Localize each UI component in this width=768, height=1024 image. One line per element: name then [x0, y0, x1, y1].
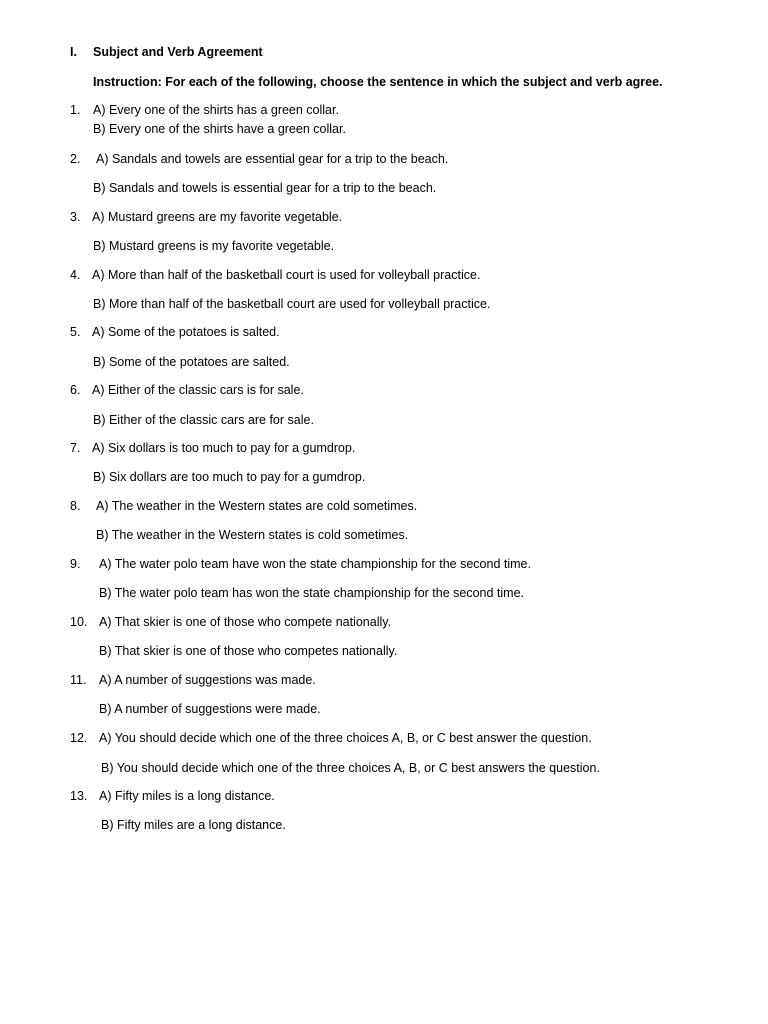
- option-a: A) The water polo team have won the state championship for the second time.: [99, 557, 531, 571]
- option-b: B) Mustard greens is my favorite vegetable.: [93, 239, 335, 253]
- option-a: A) Some of the potatoes is salted.: [92, 325, 280, 339]
- option-b: B) Either of the classic cars are for sale.: [93, 413, 314, 427]
- question-number: 3.: [70, 210, 81, 224]
- question-number: 9.: [70, 557, 81, 571]
- question-number: 4.: [70, 268, 81, 282]
- option-a: A) More than half of the basketball court is used for volleyball practice.: [92, 268, 481, 282]
- option-b: B) Some of the potatoes are salted.: [93, 355, 290, 369]
- option-a: A) Every one of the shirts has a green collar.: [93, 103, 339, 117]
- question-number: 8.: [70, 499, 81, 513]
- option-a: A) Sandals and towels are essential gear for a trip to the beach.: [96, 152, 449, 166]
- option-b: B) The water polo team has won the state championship for the second time.: [99, 586, 524, 600]
- section-numeral: I.: [70, 45, 77, 59]
- option-a: A) You should decide which one of the three choices A, B, or C best answer the question.: [99, 731, 592, 745]
- question-number: 2.: [70, 152, 81, 166]
- option-b: B) The weather in the Western states is cold sometimes.: [96, 528, 409, 542]
- option-a: A) Fifty miles is a long distance.: [99, 789, 275, 803]
- question-number: 7.: [70, 441, 81, 455]
- question-number: 5.: [70, 325, 81, 339]
- question-number: 6.: [70, 383, 81, 397]
- question-number: 12.: [70, 731, 88, 745]
- option-b: B) That skier is one of those who competes nationally.: [99, 644, 398, 658]
- instruction-text: Instruction: For each of the following, choose the sentence in which the subject and verb agree.: [93, 75, 663, 89]
- option-b: B) You should decide which one of the three choices A, B, or C best answers the question.: [101, 761, 600, 775]
- option-b: B) Every one of the shirts have a green collar.: [93, 122, 346, 136]
- option-a: A) Mustard greens are my favorite vegetable.: [92, 210, 343, 224]
- question-number: 13.: [70, 789, 88, 803]
- option-a: A) A number of suggestions was made.: [99, 673, 316, 687]
- question-number: 11.: [70, 673, 87, 687]
- section-title: Subject and Verb Agreement: [93, 45, 263, 59]
- option-a: A) Either of the classic cars is for sale.: [92, 383, 304, 397]
- question-number: 1.: [70, 103, 81, 117]
- option-b: B) Six dollars are too much to pay for a gumdrop.: [93, 470, 366, 484]
- option-b: B) Sandals and towels is essential gear for a trip to the beach.: [93, 181, 437, 195]
- option-b: B) More than half of the basketball court are used for volleyball practice.: [93, 297, 491, 311]
- option-a: A) The weather in the Western states are cold sometimes.: [96, 499, 418, 513]
- question-number: 10.: [70, 615, 88, 629]
- option-b: B) A number of suggestions were made.: [99, 702, 321, 716]
- option-a: A) That skier is one of those who compete nationally.: [99, 615, 392, 629]
- option-a: A) Six dollars is too much to pay for a gumdrop.: [92, 441, 356, 455]
- option-b: B) Fifty miles are a long distance.: [101, 818, 286, 832]
